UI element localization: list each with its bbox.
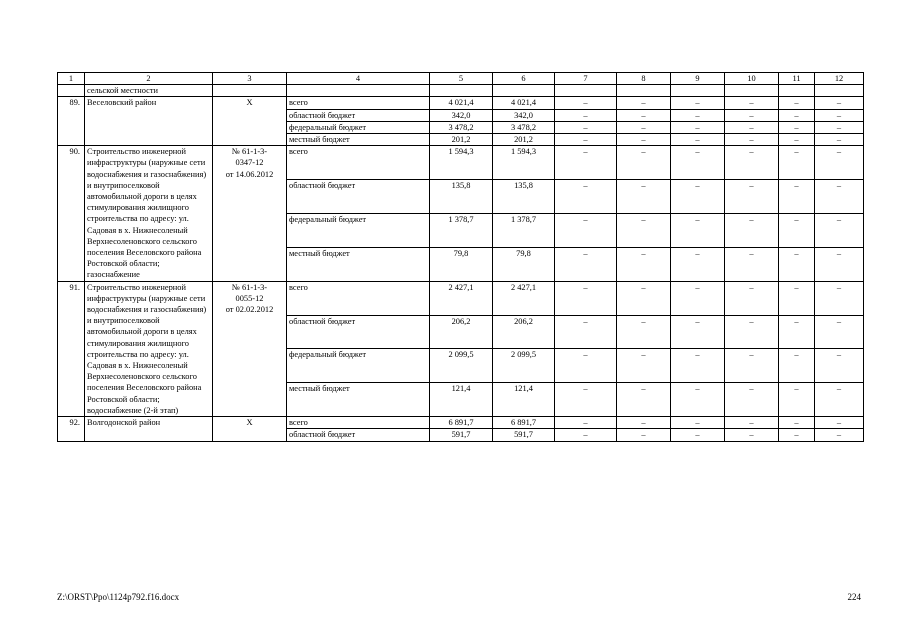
row-number: 91. [58,281,85,416]
dash-cell-col11: – [779,247,815,281]
dash-cell-col12: – [815,146,864,180]
table-body [58,73,864,442]
dash-cell-col11: – [779,121,815,133]
dash-cell-col8: – [617,281,671,315]
dash-cell-col12: – [815,247,864,281]
dash-cell-col7: – [555,383,617,417]
document-number-line: 0347-12 [235,158,264,168]
value-col6: 135,8 [493,180,555,214]
dash-cell-col9: – [671,383,725,417]
value-col6: 201,2 [493,134,555,146]
dash-cell-col12: – [815,281,864,315]
document-number-line: № 61-1-3- [231,147,268,157]
dash-cell-col10: – [725,247,779,281]
value-col6: 6 891,7 [493,417,555,429]
dash-cell-col7: – [555,247,617,281]
dash-cell-col12: – [815,429,864,441]
dash-cell-col11: – [779,349,815,383]
funding-source: всего [287,281,430,315]
dash-cell-col10: – [725,383,779,417]
dash-cell-col12: – [815,134,864,146]
dash-cell-col10: – [725,281,779,315]
document-number-line: 0055-12 [235,293,264,303]
dash-cell-col10: – [725,315,779,349]
value-col5: 1 594,3 [430,146,493,180]
header-row [58,73,864,85]
dash-cell-col10: – [725,417,779,429]
value-col5: 201,2 [430,134,493,146]
dash-cell-col9: – [671,180,725,214]
value-col6: 2 427,1 [493,281,555,315]
value-col5: 1 378,7 [430,213,493,247]
column-number-11: 11 [779,73,815,85]
dash-cell-col7: – [555,315,617,349]
dash-cell-col8: – [617,247,671,281]
value-col5: 206,2 [430,315,493,349]
value-col5: 3 478,2 [430,121,493,133]
value-col6: 1 594,3 [493,146,555,180]
continuation-cell [213,85,287,97]
dash-cell-col8: – [617,109,671,121]
project-name: Строительство инженерной инфраструктуры (наружные сети водоснабжения и газоснабжения) и внутрипоселковой автомобильной дороги в целях стимулирования жилищного строительства по адресу: ул. Садовая в х. Нижнесоленый Верхнесоленовского сельского поселения Веселовского района Ростовской области; водоснабжение (2-й этап) [85,281,213,416]
dash-cell-col11: – [779,146,815,180]
dash-cell-col8: – [617,349,671,383]
dash-cell-col8: – [617,121,671,133]
dash-cell-col12: – [815,180,864,214]
dash-cell-col11: – [779,109,815,121]
funding-source: областной бюджет [287,315,430,349]
table-row [58,97,864,109]
dash-cell-col7: – [555,180,617,214]
dash-cell-col10: – [725,97,779,109]
budget-table [57,72,864,442]
dash-cell-col8: – [617,180,671,214]
dash-cell-col10: – [725,213,779,247]
value-col6: 2 099,5 [493,349,555,383]
document-number-cell [213,146,287,281]
dash-cell-col7: – [555,349,617,383]
dash-cell-col9: – [671,109,725,121]
dash-cell-col10: – [725,429,779,441]
column-number-3: 3 [213,73,287,85]
document-number-cell [213,281,287,416]
value-col6: 591,7 [493,429,555,441]
dash-cell-col10: – [725,134,779,146]
dash-cell-col12: – [815,383,864,417]
column-number-8: 8 [617,73,671,85]
value-col5: 4 021,4 [430,97,493,109]
column-number-7: 7 [555,73,617,85]
dash-cell-col9: – [671,417,725,429]
dash-cell-col7: – [555,121,617,133]
column-number-5: 5 [430,73,493,85]
dash-cell-col9: – [671,121,725,133]
dash-cell-col8: – [617,417,671,429]
dash-cell-col11: – [779,315,815,349]
dash-cell-col11: – [779,213,815,247]
dash-cell-col7: – [555,146,617,180]
dash-cell-col10: – [725,349,779,383]
value-col5: 2 099,5 [430,349,493,383]
dash-cell-col7: – [555,109,617,121]
project-name: Веселовский район [85,97,213,146]
dash-cell-col9: – [671,134,725,146]
dash-cell-col12: – [815,109,864,121]
dash-cell-col9: – [671,213,725,247]
funding-source: местный бюджет [287,134,430,146]
funding-source: федеральный бюджет [287,121,430,133]
column-number-12: 12 [815,73,864,85]
document-number-cell [213,97,287,146]
dash-cell-col9: – [671,146,725,180]
dash-cell-col11: – [779,134,815,146]
funding-source: местный бюджет [287,383,430,417]
value-col5: 79,8 [430,247,493,281]
row-number: 90. [58,146,85,281]
dash-cell-col12: – [815,213,864,247]
dash-cell-col12: – [815,349,864,383]
dash-cell-col11: – [779,429,815,441]
dash-cell-col8: – [617,134,671,146]
dash-cell-col9: – [671,97,725,109]
footer-file-path: Z:\ORST\Ppo\1124p792.f16.docx [57,592,180,602]
continuation-cell [555,85,617,97]
continuation-cell [815,85,864,97]
funding-source: всего [287,146,430,180]
funding-source: всего [287,97,430,109]
dash-cell-col9: – [671,429,725,441]
dash-cell-col11: – [779,180,815,214]
continuation-cell [671,85,725,97]
funding-source: федеральный бюджет [287,213,430,247]
dash-cell-col10: – [725,146,779,180]
value-col6: 342,0 [493,109,555,121]
dash-cell-col9: – [671,349,725,383]
document-number-line: X [246,98,253,108]
continuation-row [58,85,864,97]
dash-cell-col8: – [617,213,671,247]
continuation-cell [430,85,493,97]
dash-cell-col7: – [555,213,617,247]
value-col5: 135,8 [430,180,493,214]
column-number-1: 1 [58,73,85,85]
column-number-4: 4 [287,73,430,85]
value-col6: 4 021,4 [493,97,555,109]
dash-cell-col8: – [617,315,671,349]
column-number-2: 2 [85,73,213,85]
dash-cell-col9: – [671,247,725,281]
dash-cell-col8: – [617,383,671,417]
dash-cell-col11: – [779,97,815,109]
dash-cell-col12: – [815,121,864,133]
table-row [58,281,864,315]
value-col6: 121,4 [493,383,555,417]
value-col5: 342,0 [430,109,493,121]
dash-cell-col12: – [815,315,864,349]
column-number-9: 9 [671,73,725,85]
dash-cell-col11: – [779,281,815,315]
document-number-line: X [246,418,253,428]
value-col6: 79,8 [493,247,555,281]
continuation-cell [779,85,815,97]
continuation-cell [58,85,85,97]
continuation-cell [287,85,430,97]
footer-page-number: 224 [847,592,861,602]
document-number-line: от 02.02.2012 [225,305,274,315]
value-col6: 206,2 [493,315,555,349]
dash-cell-col8: – [617,97,671,109]
dash-cell-col10: – [725,180,779,214]
continuation-cell [617,85,671,97]
table-row [58,146,864,180]
project-name: Строительство инженерной инфраструктуры (наружные сети водоснабжения и газоснабжения) и внутрипоселковой автомобильной дороги в целях стимулирования жилищного строительства по адресу: ул. Садовая в х. Нижнесоленый Верхнесоленовского сельского поселения Веселовского района Ростовской области; газоснабжение [85,146,213,281]
dash-cell-col11: – [779,383,815,417]
dash-cell-col8: – [617,429,671,441]
dash-cell-col7: – [555,134,617,146]
document-number-line: от 14.06.2012 [225,169,274,179]
dash-cell-col7: – [555,97,617,109]
funding-source: всего [287,417,430,429]
funding-source: областной бюджет [287,109,430,121]
continuation-cell [493,85,555,97]
value-col6: 3 478,2 [493,121,555,133]
value-col6: 1 378,7 [493,213,555,247]
value-col5: 591,7 [430,429,493,441]
continuation-cell [725,85,779,97]
document-number-line: № 61-1-3- [231,282,268,292]
dash-cell-col10: – [725,121,779,133]
funding-source: местный бюджет [287,247,430,281]
column-number-10: 10 [725,73,779,85]
value-col5: 121,4 [430,383,493,417]
dash-cell-col7: – [555,417,617,429]
row-number: 92. [58,417,85,441]
table-row [58,417,864,429]
dash-cell-col10: – [725,109,779,121]
dash-cell-col12: – [815,97,864,109]
dash-cell-col7: – [555,429,617,441]
funding-source: областной бюджет [287,429,430,441]
column-number-6: 6 [493,73,555,85]
dash-cell-col7: – [555,281,617,315]
funding-source: федеральный бюджет [287,349,430,383]
dash-cell-col9: – [671,315,725,349]
dash-cell-col9: – [671,281,725,315]
project-name: Волгодонской район [85,417,213,441]
dash-cell-col8: – [617,146,671,180]
row-number: 89. [58,97,85,146]
value-col5: 2 427,1 [430,281,493,315]
document-number-cell [213,417,287,441]
dash-cell-col11: – [779,417,815,429]
dash-cell-col12: – [815,417,864,429]
funding-source: областной бюджет [287,180,430,214]
continuation-text: сельской местности [85,85,213,97]
value-col5: 6 891,7 [430,417,493,429]
